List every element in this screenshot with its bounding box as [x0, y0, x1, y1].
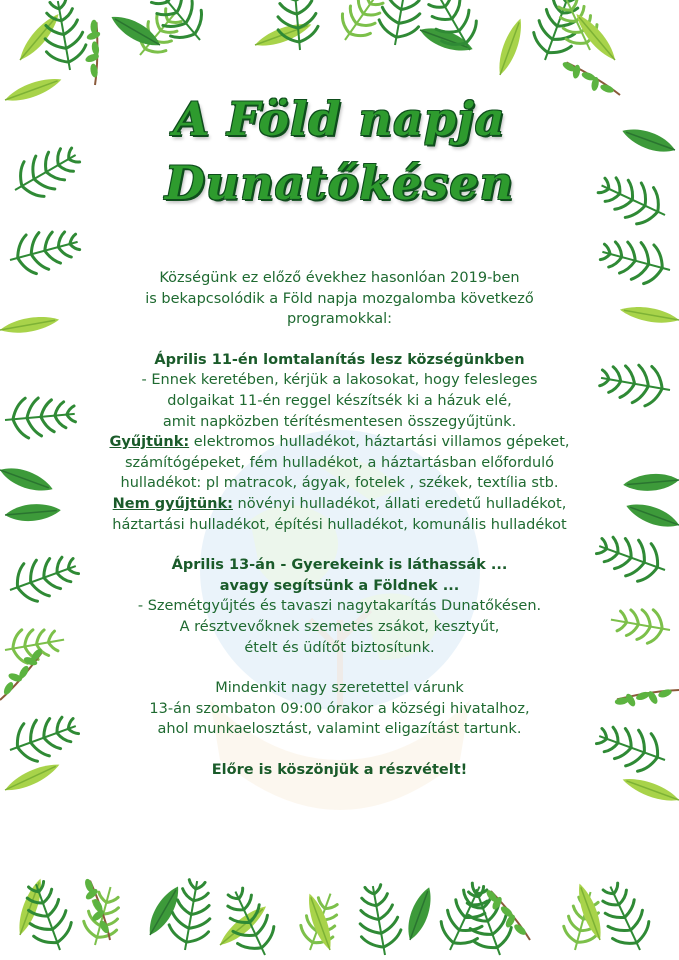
not-collect-line	[60, 494, 619, 515]
collect-line	[60, 432, 619, 453]
closing-line: Előre is köszönjük a részvételt!	[211, 761, 468, 778]
not-collect-label: Nem gyűjtünk:	[112, 495, 233, 512]
invite-line: Mindenkit nagy szeretettel várunk	[215, 680, 464, 697]
event2-line: - Szemétgyűjtés és tavaszi nagytakarítás Dunatőkésen.	[137, 598, 542, 615]
event1-line: amit napközben térítésmentesen összegyűjtünk.	[162, 413, 517, 430]
event1-heading: Április 11-én lomtalanítás lesz községünkben	[154, 351, 525, 368]
title-line-1: A Föld napja	[173, 92, 506, 146]
event2-heading: avagy segítsünk a Földnek ...	[219, 577, 460, 594]
collect-label: Gyűjtünk:	[109, 434, 190, 451]
not-collect-text: növényi hulladékot, állati eredetű hulladékot,	[232, 495, 567, 512]
invite-line: 13-án szombaton 09:00 órakor a községi hivatalhoz,	[149, 700, 530, 717]
event2-line: A résztvevőknek szemetes zsákot, kesztyűt,	[179, 618, 500, 635]
event2-heading: Április 13-án - Gyerekeink is láthassák ...	[171, 557, 508, 574]
collect-line: számítógépeket, fém hulladékot, a háztartásban előforduló	[124, 454, 555, 471]
not-collect-line: háztartási hulladékot, építési hulladékot, komunális hulladékot	[112, 516, 567, 533]
event2-line: ételt és üdítőt biztosítunk.	[244, 639, 435, 656]
collect-line: hulladékot: pl matracok, ágyak, fotelek , székek, textília stb.	[120, 475, 559, 492]
title-line-2: Dunatőkésen	[164, 156, 515, 210]
event1-line: dolgaikat 11-én reggel készítsék ki a házuk elé,	[167, 392, 512, 409]
announcement-body	[60, 268, 619, 780]
collect-text: elektromos hulladékot, háztartási villamos gépeket,	[189, 434, 570, 451]
event1-line: - Ennek keretében, kérjük a lakosokat, hogy felesleges	[141, 372, 538, 389]
intro-line: Községünk ez előző évekhez hasonlóan 2019-ben	[159, 270, 520, 286]
intro-line: programokkal:	[286, 311, 393, 328]
invite-line: ahol munkaelosztást, valamint eligazítást tartunk.	[157, 721, 522, 738]
intro-line: is bekapcsolódik a Föld napja mozgalomba következő	[145, 290, 534, 307]
